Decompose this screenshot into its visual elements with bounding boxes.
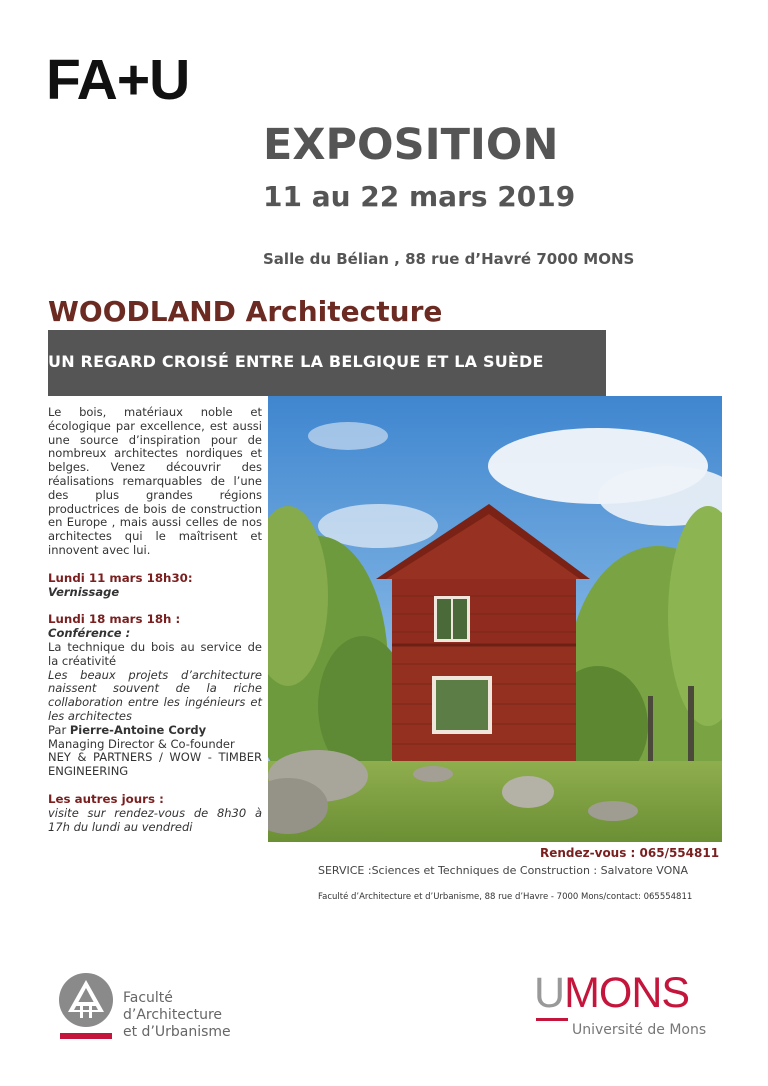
exposition-title: EXPOSITION	[263, 120, 559, 170]
intro-paragraph: Le bois, matériaux noble et écologique par excellence, est aussi une source d’inspiration pour de nombreux architectes nordiques et belges. Venez découvrir des réalisations remarquables de l’une des plus grandes régions productrices de bois de construction en Europe , mais aussi celles de nos architectes qui le maîtrisent et innovent avec lui.	[48, 405, 262, 557]
conference-date: Lundi 18 mars 18h :	[48, 612, 181, 627]
speaker-name: Pierre-Antoine Cordy	[69, 722, 207, 737]
umons-u: U	[534, 969, 565, 1017]
venue-address: Salle du Bélian , 88 rue d’Havré 7000 MONS	[263, 250, 635, 268]
event-name: WOODLAND Architecture	[48, 295, 443, 328]
exposition-dates: 11 au 22 mars 2019	[263, 180, 576, 213]
conference-description: Les beaux projets d’architecture naissent souvent de la riche collaboration entre les ingénieurs et les architectes	[48, 667, 262, 723]
conference-label: Conférence :	[48, 626, 131, 641]
vernissage-date: Lundi 11 mars 18h30:	[48, 570, 193, 585]
umons-mons: MONS	[564, 969, 690, 1017]
conference-topic: La technique du bois au service de la créativité	[48, 639, 262, 668]
fau-logo: FA+U	[46, 48, 190, 112]
vernissage-label: Vernissage	[48, 584, 120, 599]
faculty-name	[123, 990, 231, 1041]
rendezvous-phone: Rendez-vous : 065/554811	[540, 846, 720, 860]
subtitle-text: UN REGARD CROISÉ ENTRE LA BELGIQUE ET LA SUÈDE	[48, 352, 544, 371]
left-column	[48, 406, 262, 834]
faculty-logo-icon	[58, 972, 114, 1042]
faculty-line-3: et d’Urbanisme	[123, 1024, 231, 1040]
speaker-company: NEY & PARTNERS / WOW - TIMBER ENGINEERING	[48, 750, 262, 779]
umons-underline	[536, 1018, 568, 1021]
other-days-label: Les autres jours :	[48, 791, 164, 806]
other-days-text: visite sur rendez-vous de 8h30 à 17h du lundi au vendredi	[48, 805, 262, 834]
faculty-line-1: Faculté	[123, 990, 173, 1006]
umons-subtitle: Université de Mons	[572, 1022, 707, 1038]
faculty-contact: Faculté d’Architecture et d’Urbanisme, 88 rue d’Havre - 7000 Mons/contact: 065554811	[318, 892, 693, 902]
speaker-line	[48, 724, 262, 738]
faculty-line-2: d’Architecture	[123, 1007, 223, 1023]
speaker-prefix: Par	[48, 722, 70, 737]
service-line: SERVICE :Sciences et Techniques de Construction : Salvatore VONA	[318, 864, 688, 877]
speaker-role: Managing Director & Co-founder	[48, 736, 235, 751]
umons-logo	[534, 969, 690, 1017]
house-photo	[268, 396, 722, 842]
